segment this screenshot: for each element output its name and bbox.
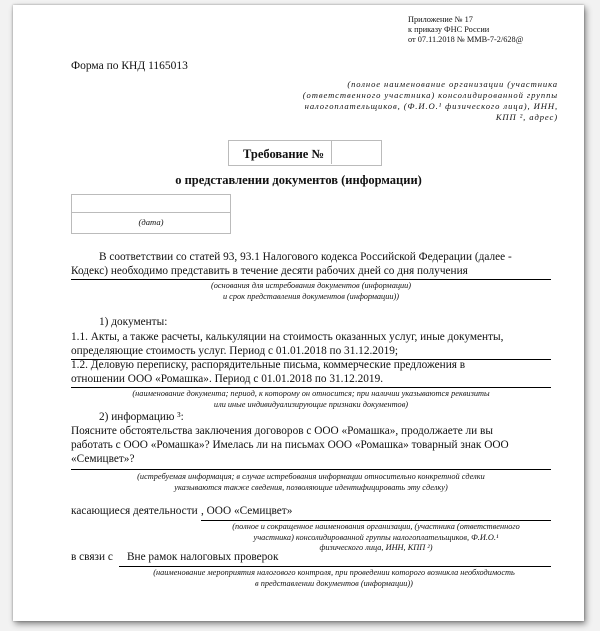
org-hint-line-3: налогоплательщиков, (Ф.И.О.¹ физического лица), ИНН, (304, 101, 558, 111)
org-hint-line-1: (полное наименование организации (участника (347, 79, 558, 89)
org-hint-line-2: (ответственного участника) консолидированной группы (302, 90, 558, 100)
documents-hint-line-1: (наименование документа; период, к которому он относится; при наличии указываются реквизиты (132, 389, 490, 398)
documents-underline-2 (71, 387, 551, 388)
document-page (13, 5, 584, 621)
information-hint-line-1: (истребуемая информация; в случае истребования информации относительно конкретной сделки (137, 472, 485, 481)
information-line-3: «Семицвет»? (71, 453, 135, 465)
intro-hint (71, 281, 551, 302)
information-line-1: Поясните обстоятельства заключения договоров с ООО «Ромашка», продолжаете ли вы (71, 425, 493, 437)
documents-line-1: 1.1. Акты, а также расчеты, калькуляции на стоимость оказанных услуг, иные документы, (71, 331, 504, 343)
information-hint-line-2: указываются также сведения, позволяющие идентифицировать эту сделку) (174, 482, 448, 492)
requirement-title: Требование № (243, 147, 325, 161)
documents-line-3: 1.2. Деловую переписку, распорядительные письма, коммерческие предложения в (71, 359, 466, 371)
requirement-subtitle: о представлении документов (информации) (175, 173, 422, 187)
intro-hint-line-1: (основания для истребования документов (информации) (210, 281, 412, 290)
activity-label: касающиеся деятельности (71, 505, 198, 517)
activity-hint-line-1: (полное и сокращенное наименования организации, (участника (ответственного (232, 522, 520, 531)
information-line-2: работать с ООО «Ромашка»? Имелась ли на письмах ООО «Ромашка» товарный знак ООО (71, 439, 509, 451)
information-hint (71, 472, 551, 493)
date-separator (71, 212, 230, 213)
documents-hint-line-2: или иные индивидуализирующие признаки документов) (213, 399, 409, 409)
connection-hint-line-2: в представлении документов (информации)) (255, 578, 413, 588)
documents-line-4: отношении ООО «Ромашка». Период с 01.01.2018 по 31.12.2019. (71, 373, 384, 385)
org-hint-line-4: КПП ², адрес) (495, 112, 558, 122)
connection-hint-line-1: (наименование мероприятия налогового контроля, при проведении которого возникла необходимость (153, 568, 515, 577)
appendix-line-3: от 07.11.2018 № ММВ-7-2/628@ (408, 35, 524, 44)
information-underline (71, 469, 551, 470)
requirement-number-field[interactable] (331, 140, 381, 164)
connection-underline (119, 566, 551, 567)
intro-underline (71, 279, 551, 280)
connection-label: в связи с (71, 551, 113, 563)
form-code: Форма по КНД 1165013 (71, 60, 188, 72)
connection-hint (109, 568, 559, 589)
organization-hint (263, 79, 558, 123)
appendix-line-2: к приказу ФНС России (408, 25, 490, 34)
information-heading: 2) информацию ³: (99, 411, 184, 423)
date-field[interactable] (71, 194, 231, 234)
intro-line-2: Кодекс) необходимо представить в течение десяти рабочих дней со дня получения (71, 265, 468, 277)
activity-hint (201, 522, 551, 554)
appendix-note (408, 15, 568, 45)
intro-line-1: В соответствии со статей 93, 93.1 Налогового кодекса Российской Федерации (далее - (99, 251, 512, 263)
activity-underline (201, 520, 551, 521)
documents-line-2: определяющие стоимость услуг. Период с 01.01.2018 по 31.12.2019; (71, 345, 399, 357)
activity-hint-line-3: физического лица, ИНН, КПП ²) (319, 543, 433, 552)
activity-value: , ООО «Семицвет» (201, 505, 293, 517)
documents-heading: 1) документы: (99, 316, 168, 328)
documents-hint (71, 389, 551, 410)
connection-value: Вне рамок налоговых проверок (127, 551, 279, 563)
appendix-line-1: Приложение № 17 (408, 15, 473, 24)
activity-hint-line-2: участника) консолидированной группы налогоплательщиков, Ф.И.О.¹ (253, 532, 499, 542)
intro-hint-line-2: и срок представления документов (информации)) (222, 291, 400, 301)
date-label: (дата) (138, 217, 164, 227)
